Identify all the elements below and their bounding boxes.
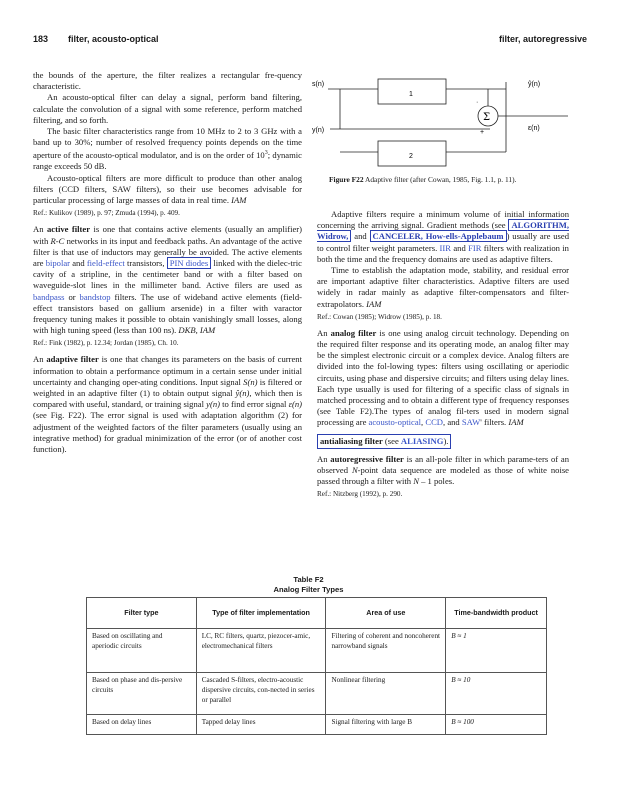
analog-filter-types-table: [86, 597, 547, 735]
table-cell: Tapped delay lines: [196, 715, 326, 735]
minus-dot: ·: [476, 99, 479, 106]
author-initials: IAM: [366, 298, 382, 309]
table-header-row: [87, 598, 547, 629]
paragraph: An acousto-optical filter can delay a signal, perform band filtering, calculate the convolution of a signal with some reference, perform matched filtering, and so forth.: [33, 92, 302, 125]
table-cell: Cascaded S-filters, electro-acoustic dispersive circuits, con-nected in series or parallel: [196, 673, 326, 715]
link-ccd[interactable]: CCD: [425, 417, 444, 428]
link-bandpass[interactable]: bandpass: [33, 291, 65, 302]
link-algorithm-widrow[interactable]: ALGORITHM, Widrow,: [317, 220, 569, 242]
signal-label-error: ε(n): [528, 125, 540, 132]
link-saw[interactable]: SAW: [461, 417, 481, 428]
paragraph: Acousto-optical filters are more difficult to produce than other analog filters (CCD filters, SAW filters), so their use becomes advisable for particular processing of large masses of data in real time. IAM: [33, 172, 302, 206]
author-initials: IAM: [231, 195, 247, 206]
paragraph: the bounds of the aperture, the filter realizes a rectangular fre-quency characteristic.: [33, 70, 302, 92]
link-acousto-optical[interactable]: acousto-optical: [368, 417, 422, 428]
adaptive-filter-diagram: [310, 72, 580, 172]
table-title: Analog Filter Types: [273, 585, 344, 594]
figure-caption: Figure F22 Adaptive filter (after Cowan, 1985, Fig. 1.1, p. 11).: [329, 175, 517, 184]
block-2-label: 2: [409, 153, 413, 160]
link-pin-diodes[interactable]: PIN diodes: [167, 257, 211, 269]
table-cell: Signal filtering with large B: [326, 715, 446, 735]
entry-autoregressive-filter: An autoregressive filter is an all-pole filter in which parame-ters of an observed N-point data sequence are modeled as those of white noise passed through a filter with N – 1 poles.: [317, 453, 569, 487]
table-cell: Based on phase and dis-persive circuits: [87, 673, 197, 715]
entry-adaptive-filter: An adaptive filter is one that changes its parameters on the basis of current information to obtain a performance optimum in a certain sense under initial uncertainty and changing oper-ating conditions. Input signal S(n) is filtered or weighted in an adaptive filter (1) to obtain output signal ŷ(n), which then is compared with useful, standard, or training signal y(n) to find error signal ε(n) (see Fig. F22). The error signal is used with adaptation algorithm (2) for adjustment of the weighted factors of the filter parameters (usually using an integrative method) for gradual minimization of the error (or of another cost function).: [33, 354, 303, 454]
left-column: [33, 70, 302, 455]
link-aliasing[interactable]: ALIASING: [400, 435, 444, 446]
term-adaptive-filter: adaptive filter: [46, 354, 99, 365]
plus-sign: +: [480, 129, 485, 136]
table-cell: B ≈ 100: [446, 715, 547, 735]
term-antialiasing-filter: antialiasing filter: [320, 435, 383, 446]
paragraph: The basic filter characteristics range from 10 MHz to 2 to 3 GHz with a band up to 30%; number of resolved frequency points depends on the time aperture of the acousto-optical modulator, and is on the order of $10^3$; dynamic range exceeds 50 dB.: [33, 126, 302, 172]
table-cell: Based on delay lines: [87, 715, 197, 735]
entry-antialiasing-filter: antialiasing filter (see ALIASING).: [317, 434, 569, 449]
author-initials: DKB, IAM: [178, 325, 216, 336]
table-cell: Nonlinear filtering: [326, 673, 446, 715]
table-cell: B ≈ 10: [446, 673, 547, 715]
link-bandstop[interactable]: bandstop: [79, 291, 111, 302]
signal-label-s: s(n): [312, 81, 325, 88]
author-initials: IAM: [508, 417, 524, 428]
link-bipolar[interactable]: bipolar: [45, 257, 71, 268]
table-row: [87, 673, 547, 715]
signal-label-y: y(n): [312, 127, 325, 134]
table-label: Table F2: [293, 575, 324, 584]
column-header: Area of use: [326, 598, 446, 629]
link-field-effect[interactable]: field-effect: [86, 257, 125, 268]
header-left-term: filter, acousto-optical: [68, 34, 159, 44]
table-row: [87, 629, 547, 673]
running-header: [33, 34, 587, 46]
link-canceler[interactable]: CANCELER, How-ells-Applebaum: [370, 230, 507, 242]
table-row: [87, 715, 547, 735]
page-number: 183: [33, 34, 49, 44]
column-header: Type of filter implementation: [196, 598, 326, 629]
right-column: [317, 209, 569, 505]
term-analog-filter: analog filter: [330, 327, 377, 338]
signal-label-yhat: ŷ(n): [528, 81, 541, 88]
column-header: Time-bandwidth product: [446, 598, 547, 629]
reference: Ref.: Cowan (1985); Widrow (1985), p. 18.: [317, 312, 442, 321]
reference: Ref.: Kulikov (1989), p. 97; Zmuda (1994), p. 409.: [33, 209, 180, 218]
reference: Ref.: Fink (1982), p. 12.34; Jordan (1985), Ch. 10.: [33, 339, 179, 348]
entry-analog-filter: An analog filter is one using analog circuit technology. Depending on the required filter response and its operating mode, an analog filter may be the simplest electronic circuit or a complex device. Analog filters are divided into the fol-lowing types: filters using oscillating or aperiodic circuits, using phase and dispersive circuits; and filters using delay lines. Each type usually is used for filtering of a specific class of signals in matched processing and to obtain a different type of frequency responses (see Table F2).The types of analog fil-ters used in modern signal processing are acousto-optical, CCD, and SAW' filters. IAM: [317, 327, 569, 428]
entry-active-filter: An active filter is one that contains active elements (usually an amplifier) with R-C networks in its input and feedback paths. An advantage of the active filter is that use of inductors may generally be avoided. The active elements are bipolar and field-effect transistors, PIN diodes linked with the dielec-tric cavity of a stripline, in the centimeter band or with a filter based on waveguide-slot lines in the millimeter band. Active filers are used as bandpass or bandstop filters. The use of wideband active elements (field-effect transistors based on gallium arsenide) in a filter with varactor frequency tuning makes it possible to obtain vanishingly small losses, along with high tuning speed (less than 100 ns). DKB, IAM: [33, 224, 303, 336]
column-header: Filter type: [87, 598, 197, 629]
term-autoregressive-filter: autoregressive filter: [330, 453, 404, 464]
summation-symbol: Σ: [483, 112, 491, 123]
table-cell: Based on oscillating and aperiodic circuits: [87, 629, 197, 673]
link-iir[interactable]: IIR: [439, 242, 452, 253]
table-cell: B ≈ 1: [446, 629, 547, 673]
reference: Ref.: Nitzberg (1992), p. 290.: [317, 490, 403, 499]
table-cell: Filtering of coherent and noncoherent narrowband signals: [326, 629, 446, 673]
paragraph: Adaptive filters require a minimum volume of initial information concerning the arriving signal. Gradient methods (see ALGORITHM, Widrow, and CANCELER, How-ells-Applebaum ) usually are used to control filter weight parameters. IIR and FIR filters with realization in both the time and the frequency domains are used as adaptive filters.: [317, 209, 569, 264]
table-cell: LC, RC filters, quartz, piezocer-amic, electromechanical filters: [196, 629, 326, 673]
block-1-label: 1: [409, 91, 413, 98]
link-fir[interactable]: FIR: [468, 242, 482, 253]
paragraph: Time to establish the adaptation mode, stability, and residual error are important adaptive filter characteristics. Adaptive filters are used widely in radar mainly as adaptive filter-compensators and filter-extrapolators. IAM: [317, 265, 569, 309]
term-active-filter: active filter: [46, 224, 91, 235]
header-right-term: filter, autoregressive: [498, 34, 587, 44]
